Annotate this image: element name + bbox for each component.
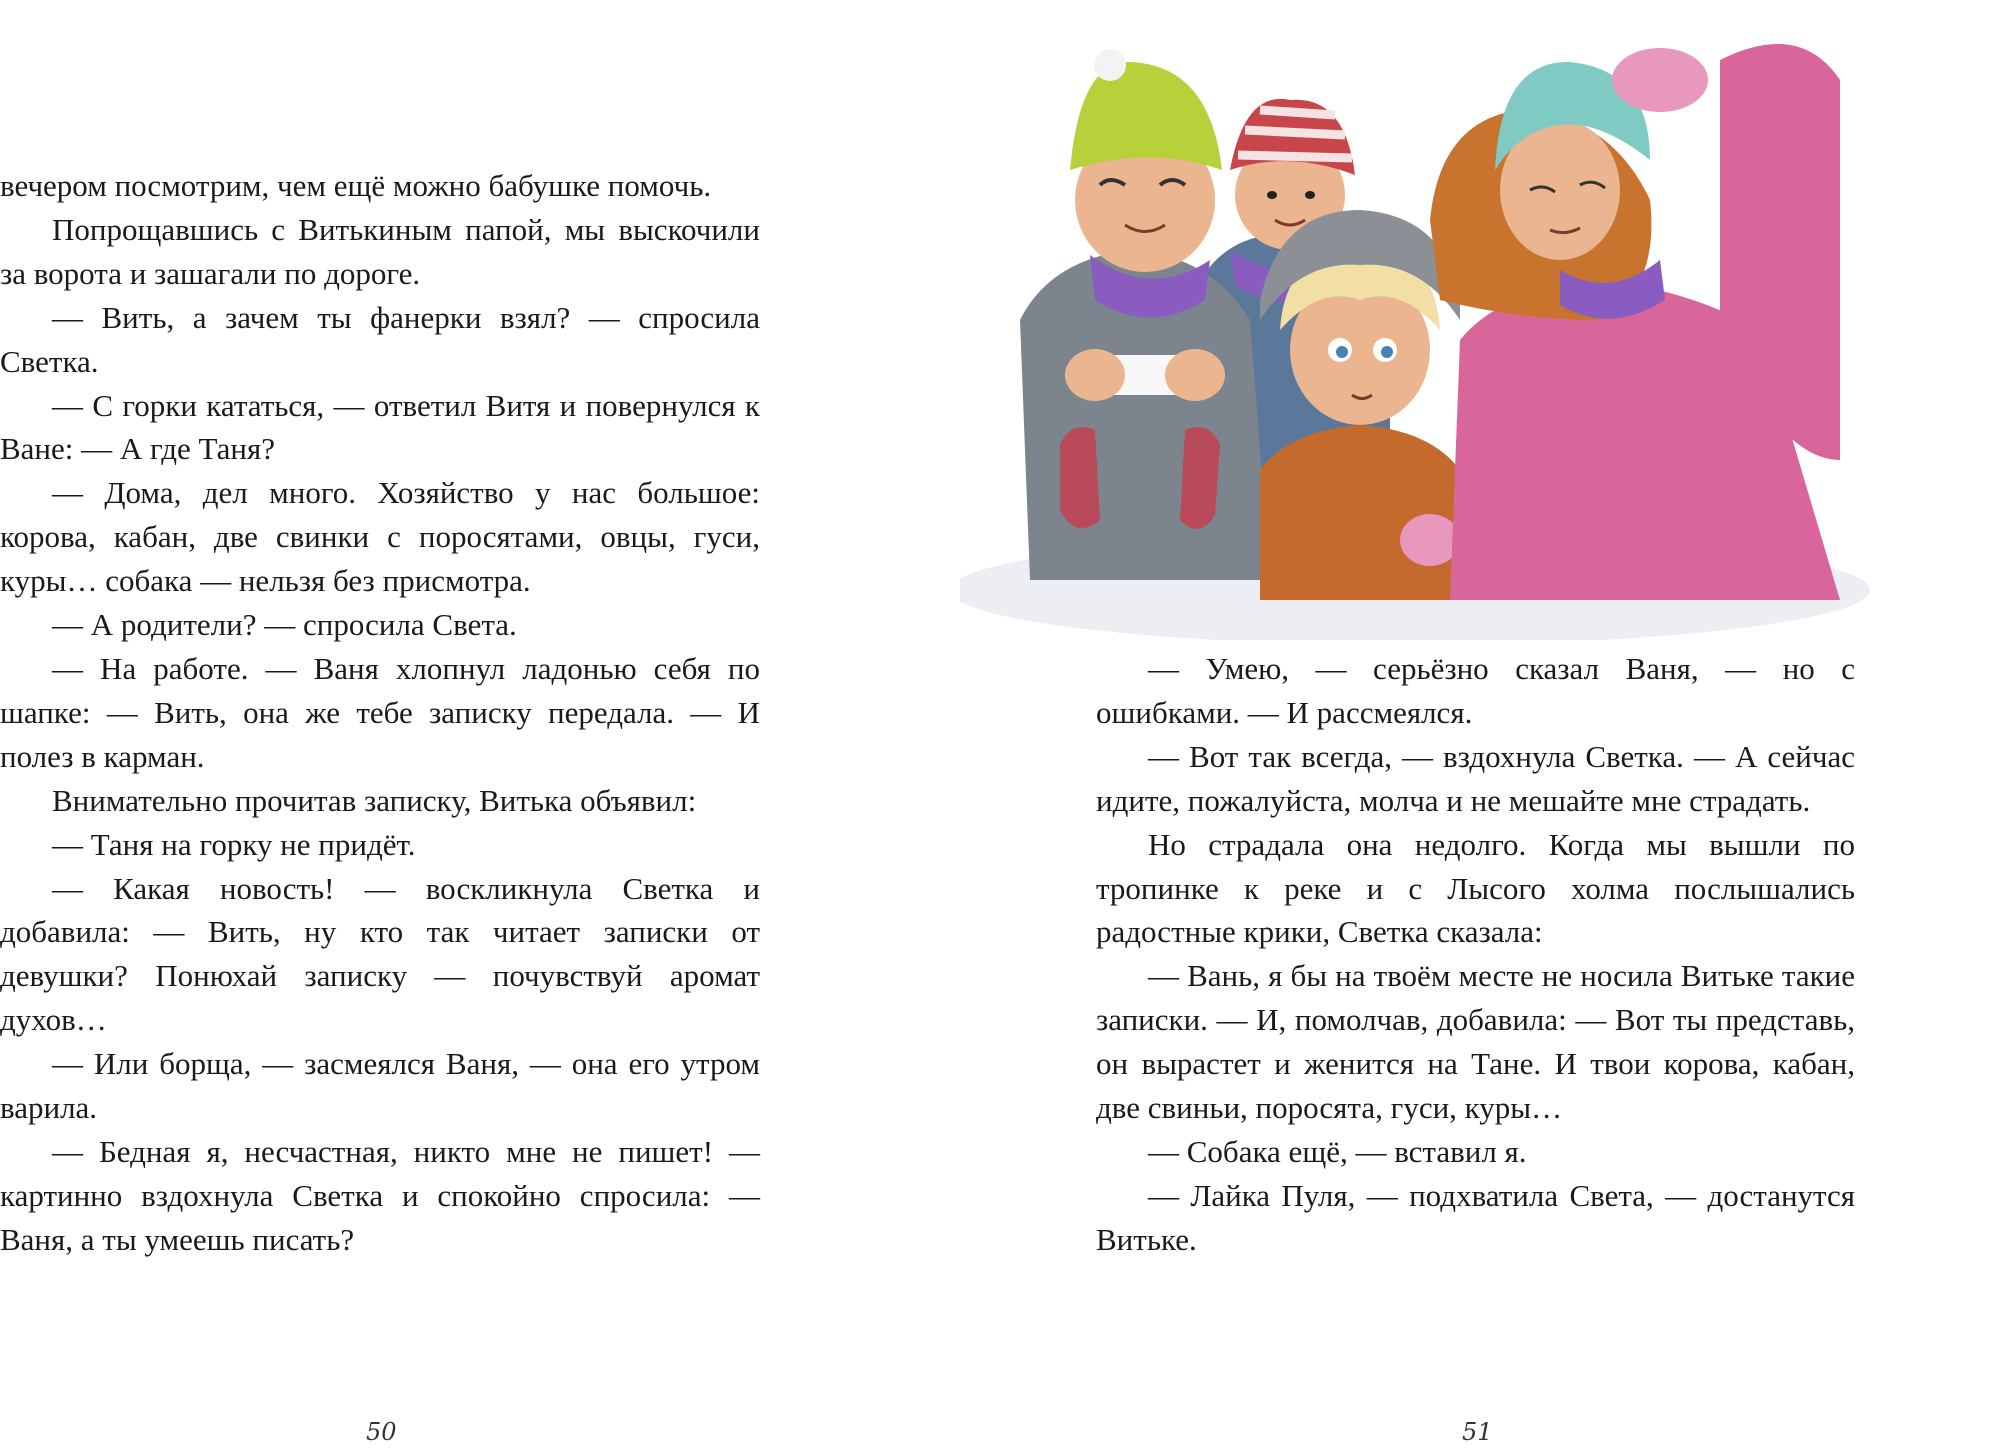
paragraph: — Дома, дел много. Хозяйство у нас большое: корова, кабан, две свинки с поросятами, овцы, гуси, куры… собака — нельзя без присмотра.	[0, 475, 760, 599]
paragraph: — Вить, а зачем ты фанерки взял? — спросила Светка.	[0, 299, 760, 379]
paragraph: — На работе. — Ваня хлопнул ладонью себя по шапке: — Вить, она же тебе записку передала. — И полез в карман.	[0, 650, 760, 774]
paragraph: — Таня на горку не придёт.	[52, 826, 416, 862]
children-winter-illustration	[960, 0, 1900, 640]
child-green-hat	[1020, 49, 1270, 580]
paragraph: — Собака ещё, — вставил я.	[1148, 1133, 1527, 1169]
paragraph: Попрощавшись с Витькиным папой, мы выскочили за ворота и зашагали по дороге.	[0, 211, 760, 291]
paragraph: — Лайка Пуля, — подхватила Света, — достанутся Витьке.	[1096, 1177, 1855, 1257]
paragraph: — Какая новость! — воскликнула Светка и добавила: — Вить, ну кто так читает записки от девушки? Понюхай записку — почувствуй аромат духов…	[0, 870, 760, 1038]
child-teal-hat	[1430, 44, 1840, 600]
page-number: 50	[366, 1418, 397, 1446]
page-number: 51	[1462, 1418, 1493, 1446]
paragraph: вечером посмотрим, чем ещё можно бабушке помочь.	[0, 168, 712, 203]
right-page	[1000, 0, 2000, 1450]
paragraph: — Вот так всегда, — вздохнула Светка. — А сейчас идите, пожалуйста, молча и не мешайте мне страдать.	[1096, 738, 1855, 818]
paragraph: — Бедная я, несчастная, никто мне не пишет! — картинно вздохнула Светка и спокойно спросила: — Ваня, а ты умеешь писать?	[0, 1133, 760, 1257]
right-page-text	[1096, 647, 1855, 1262]
paragraph: — Вань, я бы на твоём месте не носила Витьке такие записки. — И, помолчав, добавила: — Вот ты представь, он вырастет и женится на Тане. И твои корова, кабан, две свиньи, поросята, гуси, куры…	[1096, 958, 1855, 1126]
paragraph: — Умею, — серьёзно сказал Ваня, — но с ошибками. — И рассмеялся.	[1096, 651, 1855, 730]
paragraph: — А родители? — спросила Света.	[52, 607, 517, 643]
paragraph: Внимательно прочитав записку, Витька объявил:	[52, 782, 697, 818]
paragraph: Но страдала она недолго. Когда мы вышли по тропинке к реке и с Лысого холма послышались радостные крики, Светка сказала:	[1096, 826, 1855, 950]
paragraph: — С горки кататься, — ответил Витя и повернулся к Ване: — А где Таня?	[0, 387, 760, 467]
left-page-text	[0, 164, 760, 1262]
paragraph: — Или борща, — засмеялся Ваня, — она его утром варила.	[0, 1046, 760, 1126]
